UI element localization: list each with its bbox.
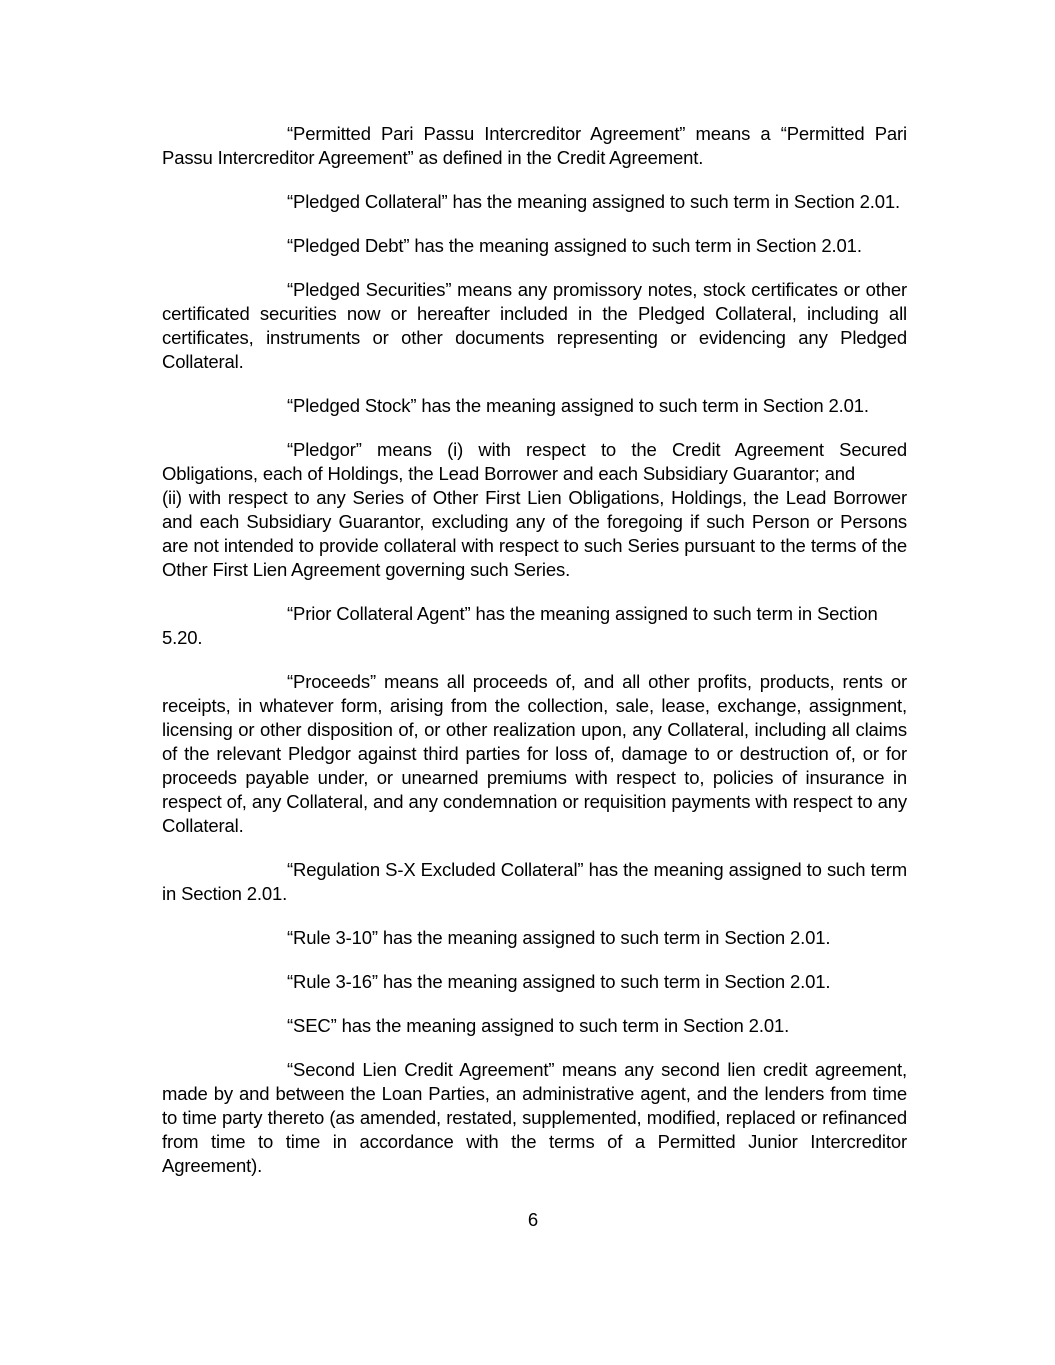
document-body bbox=[162, 122, 907, 1198]
definition-text: “Pledged Debt” has the meaning assigned to such term in Section 2.01. bbox=[287, 235, 862, 256]
page-number: 6 bbox=[527, 1209, 539, 1230]
definition-pledged-stock bbox=[162, 394, 907, 418]
definition-rule-3-16 bbox=[162, 970, 907, 994]
definition-text: “Regulation S-X Excluded Collateral” has the meaning assigned to such term in Section 2.01. bbox=[162, 859, 907, 904]
definition-text: “Second Lien Credit Agreement” means any second lien credit agreement, made by and between the Loan Parties, an administrative agent, and the lenders from time to time party thereto (as amended, restated, supplemented, modified, replaced or refinanced from time to time in accordance with the terms of a Permitted Junior Intercreditor Agreement). bbox=[162, 1059, 907, 1176]
definition-proceeds bbox=[162, 670, 907, 838]
definition-second-lien-credit-agreement bbox=[162, 1058, 907, 1178]
definition-rule-3-10 bbox=[162, 926, 907, 950]
definition-text: “Pledged Collateral” has the meaning assigned to such term in Section 2.01. bbox=[287, 191, 900, 212]
definition-pledged-debt bbox=[162, 234, 907, 258]
definition-text: “Proceeds” means all proceeds of, and all other profits, products, rents or receipts, in whatever form, arising from the collection, sale, lease, exchange, assignment, licensing or other disposition of, or other realization upon, any Collateral, including all claims of the relevant Pledgor against third parties for loss of, damage to or destruction of, or for proceeds payable under, or unearned premiums with respect to, policies of insurance in respect of, any Collateral, and any condemnation or requisition payments with respect to any Collateral. bbox=[162, 671, 907, 836]
definition-permitted-pari-passu-intercreditor-agreement bbox=[162, 122, 907, 170]
definition-text: “Rule 3-10” has the meaning assigned to such term in Section 2.01. bbox=[287, 927, 831, 948]
definition-sec bbox=[162, 1014, 907, 1038]
definition-text: “Prior Collateral Agent” has the meaning assigned to such term in Section 5.20. bbox=[162, 603, 878, 648]
definition-text: “SEC” has the meaning assigned to such term in Section 2.01. bbox=[287, 1015, 790, 1036]
definition-pledged-securities bbox=[162, 278, 907, 374]
definition-text-continued: (ii) with respect to any Series of Other First Lien Obligations, Holdings, the Lead Borrower and each Subsidiary Guarantor, excluding any of the foregoing if such Person or Persons are not intended to provide collateral with respect to such Series pursuant to the terms of the Other First Lien Agreement governing such Series. bbox=[162, 487, 907, 580]
definition-text: “Pledged Stock” has the meaning assigned to such term in Section 2.01. bbox=[287, 395, 869, 416]
definition-text: “Permitted Pari Passu Intercreditor Agreement” means a “Permitted Pari Passu Intercreditor Agreement” as defined in the Credit Agreement. bbox=[162, 123, 907, 168]
definition-text: “Pledgor” means (i) with respect to the Credit Agreement Secured Obligations, each of Holdings, the Lead Borrower and each Subsidiary Guarantor; and bbox=[162, 439, 907, 484]
definition-text: “Rule 3-16” has the meaning assigned to such term in Section 2.01. bbox=[287, 971, 831, 992]
definition-prior-collateral-agent bbox=[162, 602, 907, 650]
definition-text: “Pledged Securities” means any promissory notes, stock certificates or other certificated securities now or hereafter included in the Pledged Collateral, including all certificates, instruments or other documents representing or evidencing any Pledged Collateral. bbox=[162, 279, 907, 372]
definition-pledgor bbox=[162, 438, 907, 582]
definition-regulation-s-x-excluded-collateral bbox=[162, 858, 907, 906]
definition-pledged-collateral bbox=[162, 190, 907, 214]
